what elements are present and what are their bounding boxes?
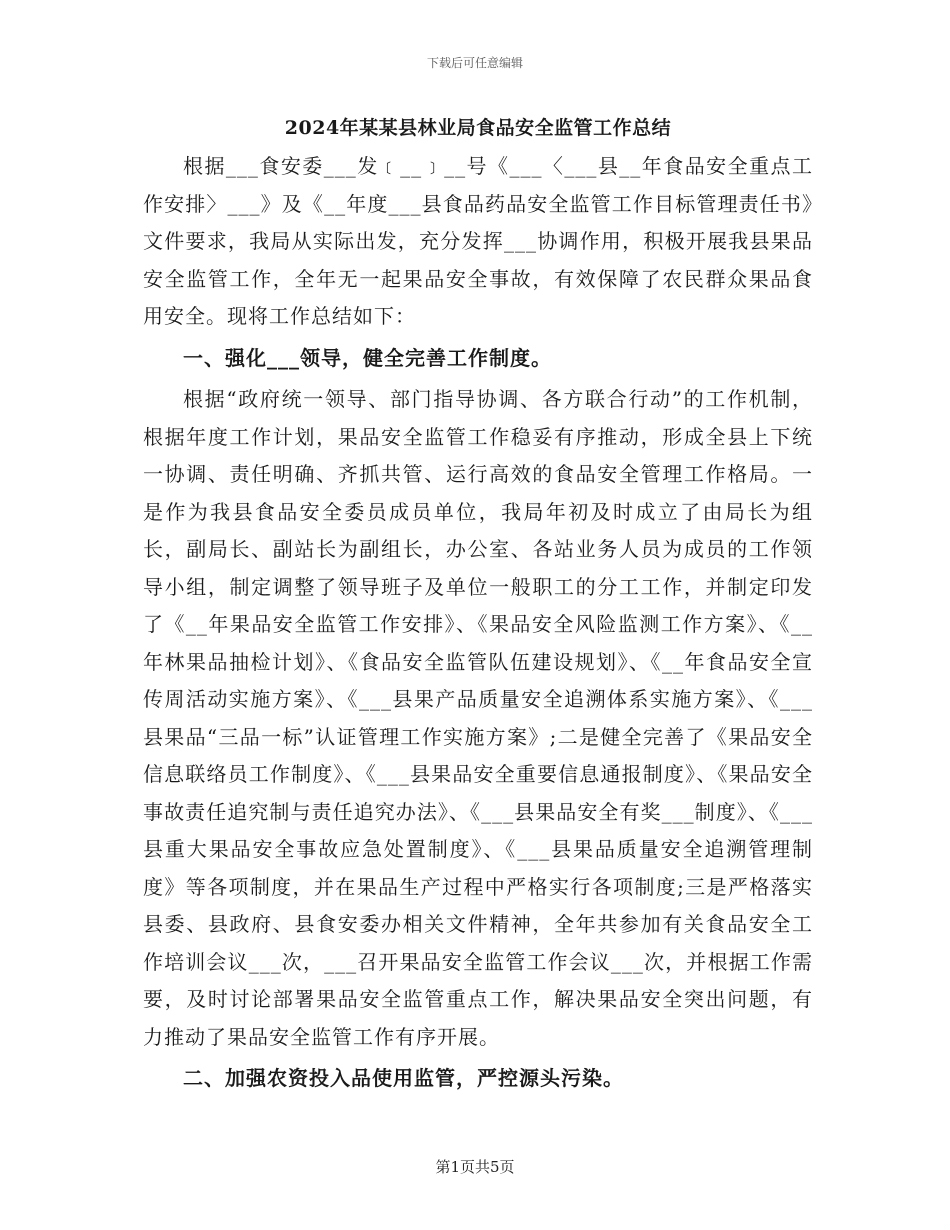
intro-paragraph: 根据___食安委___发﹝__﹞__号《___〈___县__年食品安全重点工作安排〉___》及《__年度___县食品药品安全监管工作目标管理责任书》文件要求，我局从实际出发，充分发挥___协调作用，积极开展我县果品安全监管工作，全年无一起果品安全事故，有效保障了农民群众果品食用安全。现将工作总结如下： xyxy=(143,154,813,328)
document-title: 2024年某某县林业局食品安全监管工作总结 xyxy=(284,117,672,139)
section-1-heading: 一、强化___领导，健全完善工作制度。 xyxy=(183,345,552,370)
document-body xyxy=(143,110,813,1102)
page-number: 第1页共5页 xyxy=(435,1158,515,1176)
section-2-heading: 二、加强农资投入品使用监管，严控源头污染。 xyxy=(183,1066,624,1090)
section-1-paragraph: 根据“政府统一领导、部门指导协调、各方联合行动”的工作机制，根据年度工作计划，果品安全监管工作稳妥有序推动，形成全县上下统一协调、责任明确、齐抓共管、运行高效的食品安全管理工作格局。一是作为我县食品安全委员成员单位，我局年初及时成立了由局长为组长，副局长、副站长为副组长，办公室、各站业务人员为成员的工作领导小组，制定调整了领导班子及单位一般职工的分工工作，并制定印发了《__年果品安全监管工作安排》、《果品安全风险监测工作方案》、《__年林果品抽检计划》、《食品安全监管队伍建设规划》、《__年食品安全宣传周活动实施方案》、《___县果产品质量安全追溯体系实施方案》、《___县果品“三品一标”认证管理工作实施方案》;二是健全完善了《果品安全信息联络员工作制度》、《___县果品安全重要信息通报制度》、《果品安全事故责任追究制与责任追究办法》、《___县果品安全有奖___制度》、《___县重大果品安全事故应急处置制度》、《___县果品质量安全追溯管理制度》等各项制度，并在果品生产过程中严格实行各项制度;三是严格落实县委、县政府、县食安委办相关文件精神，全年共参加有关食品安全工作培训会议___次，___召开果品安全监管工作会议___次，并根据工作需要，及时讨论部署果品安全监管重点工作，解决果品安全突出问题，有力推动了果品安全监管工作有序开展。 xyxy=(143,387,813,1049)
header-note: 下载后可任意编辑 xyxy=(426,56,523,70)
